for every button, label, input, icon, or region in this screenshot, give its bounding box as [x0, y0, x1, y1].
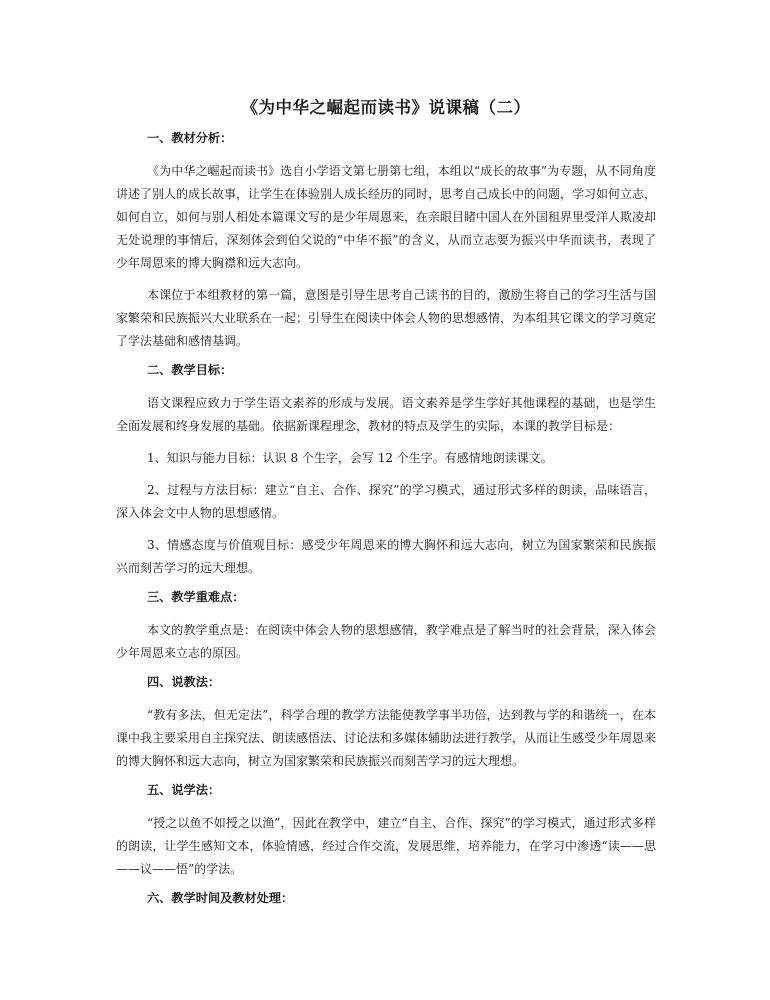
section-heading: 四、说教法： — [147, 675, 221, 690]
paragraph: 《为中华之崛起而读书》选自小学语文第七册第七组，本组以“成长的故事”为专题，从不同角度讲述了别人的成长故事，让学生在体验别人成长经历的同时，思考自己成长中的问题，学习如何立志，如何自立，如何与别人相处本篇课文写的是少年周恩来，在亲眼目睹中国人在外国租界里受洋人欺凌却无处说理的事情后，深刻体会到伯父说的“中华不振”的含义，从而立志要为振兴中华而读书，表现了少年周恩来的博大胸襟和远大志向。 — [116, 164, 657, 271]
paragraph: “教有多法，但无定法”，科学合理的教学方法能使教学事半功倍，达到教与学的和谐统一，在本课中我主要采用自主探究法、朗读感悟法、讨论法和多媒体辅助法进行教学，从而让生感受少年周恩来的博大胸怀和远大志向，树立为国家繁荣和民族振兴而刻苦学习的远大理想。 — [116, 708, 657, 769]
section-heading: 三、教学重难点： — [147, 590, 245, 605]
section-key-points — [116, 589, 656, 665]
section-heading: 一、教材分析： — [147, 131, 233, 145]
section-time-and-processing — [116, 890, 656, 907]
paragraph: 本课位于本组教材的第一篇，意图是引导生思考自己读书的目的，激励生将自己的学习生活与国家繁荣和民族振兴大业联系在一起；引导生在阅读中体会人物的思想感情，为本组其它课文的学习奠定了学法基础和感情基调。 — [116, 288, 657, 349]
section-heading: 二、教学目标： — [147, 363, 233, 378]
section-heading: 六、教学时间及教材处理： — [147, 891, 294, 906]
paragraph: 语文课程应致力于学生语文素养的形成与发展。语文素养是学生学好其他课程的基础，也是学生全面发展和终身发展的基础。依据新课程理念，教材的特点及学生的实际，本课的教学目标是： — [116, 396, 656, 434]
document-title: 《为中华之崛起而读书》说课稿（二） — [241, 98, 531, 117]
document-page — [116, 94, 656, 920]
section-textbook-analysis — [116, 130, 656, 353]
section-heading: 五、说学法： — [147, 783, 221, 798]
paragraph: 2、过程与方法目标：建立“自主、合作、探究”的学习模式，通过形式多样的朗读，品味语言，深入体会文中人物的思想感情。 — [116, 483, 656, 521]
paragraph: 1、知识与能力目标：认识 8 个生字，会写 12 个生字。有感情地朗读课文。 — [147, 451, 553, 466]
paragraph: 3、情感态度与价值观目标：感受少年周恩来的博大胸怀和远大志向，树立为国家繁荣和民族振兴而刻苦学习的远大理想。 — [116, 538, 656, 576]
paragraph: 本文的教学重点是：在阅读中体会人物的思想感情，教学难点是了解当时的社会背景，深入体会少年周恩来立志的原因。 — [116, 623, 656, 661]
paragraph: “授之以鱼不如授之以渔”，因此在教学中，建立“自主、合作、探究”的学习模式，通过形式多样的朗读，让学生感知文本，体验情感，经过合作交流，发展思维，培养能力，在学习中渗透“读——思——议——悟”的学法。 — [116, 816, 656, 877]
section-learning-methods — [116, 782, 656, 881]
section-teaching-methods — [116, 674, 656, 773]
section-teaching-goals — [116, 362, 656, 580]
